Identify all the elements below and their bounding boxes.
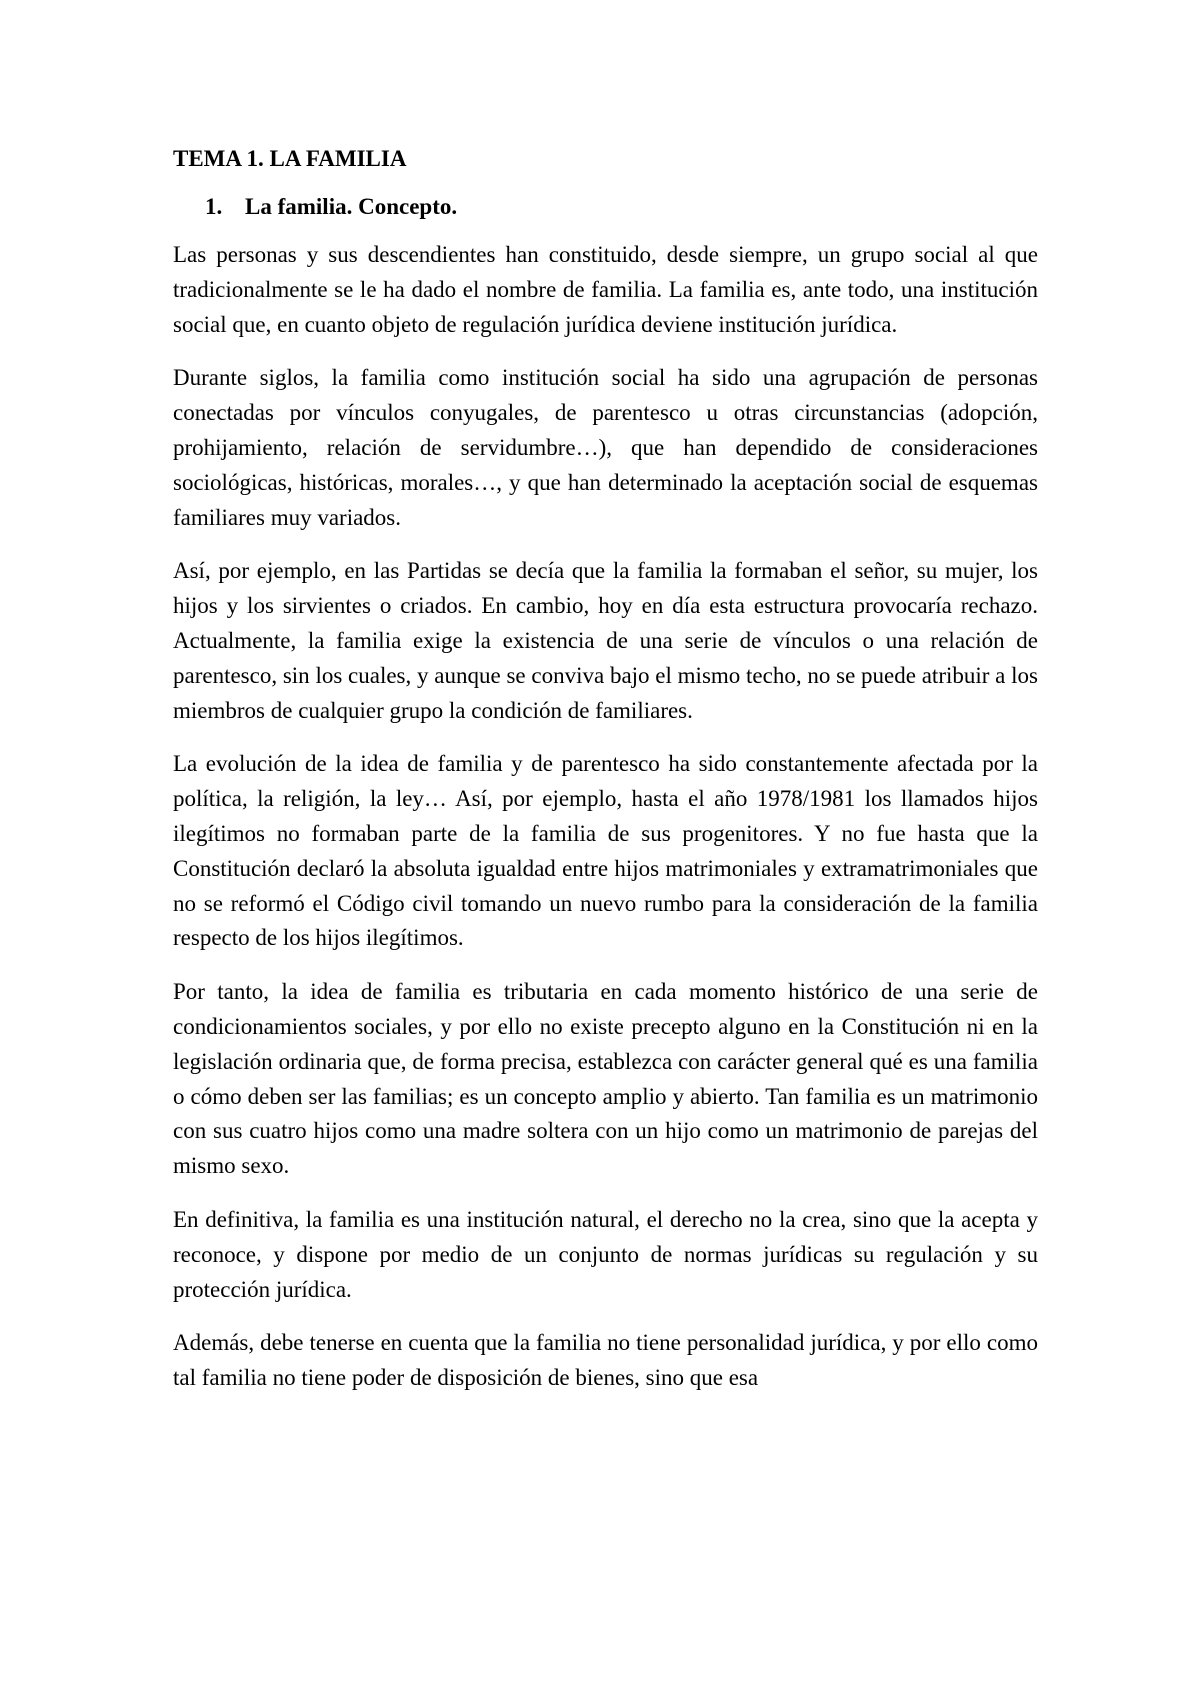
document-title: TEMA 1. LA FAMILIA xyxy=(173,146,407,171)
paragraph: Las personas y sus descendientes han constituido, desde siempre, un grupo social al que tradicionalmente se le ha dado el nombre de familia. La familia es, ante todo, una institución social que, en cuanto objeto de regulación jurídica deviene institución jurídica. xyxy=(173,242,1038,337)
paragraph: Durante siglos, la familia como institución social ha sido una agrupación de personas conectadas por vínculos conyugales, de parentesco u otras circunstancias (adopción, prohijamiento, relación de servidumbre…), que han dependido de consideraciones sociológicas, históricas, morales…, y que han determinado la aceptación social de esquemas familiares muy variados. xyxy=(173,365,1038,530)
section-heading xyxy=(173,190,1038,224)
paragraph: La evolución de la idea de familia y de parentesco ha sido constantemente afectada por la política, la religión, la ley… Así, por ejemplo, hasta el año 1978/1981 los llamados hijos ilegítimos no formaban parte de la familia de sus progenitores. Y no fue hasta que la Constitución declaró la absoluta igualdad entre hijos matrimoniales y extramatrimoniales que no se reformó el Código civil tomando un nuevo rumbo para la consideración de la familia respecto de los hijos ilegítimos. xyxy=(173,751,1038,951)
section-heading-text: La familia. Concepto. xyxy=(245,194,458,219)
paragraph: Por tanto, la idea de familia es tributaria en cada momento histórico de una serie de condicionamientos sociales, y por ello no existe precepto alguno en la Constitución ni en la legislación ordinaria que, de forma precisa, establezca con carácter general qué es una familia o cómo deben ser las familias; es un concepto amplio y abierto. Tan familia es un matrimonio con sus cuatro hijos como una madre soltera con un hijo como un matrimonio de parejas del mismo sexo. xyxy=(173,979,1038,1179)
document-body xyxy=(173,142,1038,1415)
paragraph: Además, debe tenerse en cuenta que la familia no tiene personalidad jurídica, y por ello como tal familia no tiene poder de disposición de bienes, sino que esa xyxy=(173,1330,1038,1391)
section-number: 1. xyxy=(205,194,223,219)
paragraph: En definitiva, la familia es una institución natural, el derecho no la crea, sino que la acepta y reconoce, y dispone por medio de un conjunto de normas jurídicas su regulación y su protección jurídica. xyxy=(173,1206,1038,1302)
paragraph: Así, por ejemplo, en las Partidas se decía que la familia la formaban el señor, su mujer, los hijos y los sirvientes o criados. En cambio, hoy en día esta estructura provocaría rechazo. Actualmente, la familia exige la existencia de una serie de vínculos o una relación de parentesco, sin los cuales, y aunque se conviva bajo el mismo techo, no se puede atribuir a los miembros de cualquier grupo la condición de familiares. xyxy=(173,558,1038,723)
